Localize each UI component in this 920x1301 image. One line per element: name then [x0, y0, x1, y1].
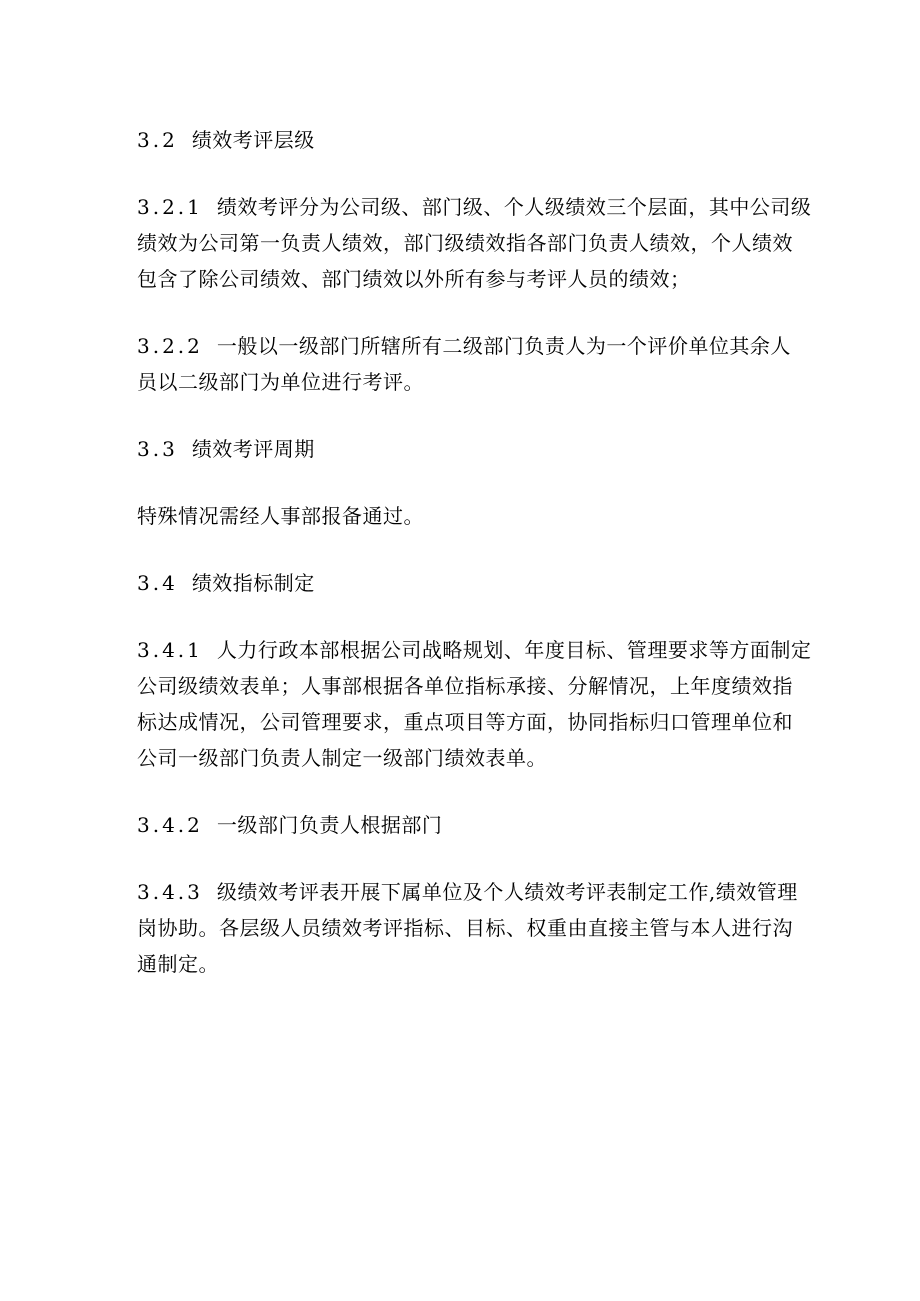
line-text: 一般以一级部门所辖所有二级部门负责人为一个评价单位其余人: [216, 334, 791, 358]
text-line: [137, 946, 797, 982]
line-text: 绩效考评分为公司级、部门级、个人级绩效三个层面，其中公司级: [216, 195, 812, 219]
paragraph-p321: [137, 189, 812, 297]
section-number: 3.2.1: [137, 195, 203, 219]
section-number: 3.2: [137, 128, 178, 152]
text-line: [137, 910, 797, 946]
paragraph-p33a: [137, 498, 797, 534]
paragraph-p341: [137, 632, 812, 776]
text-line: [137, 122, 797, 158]
text-line: [137, 328, 797, 364]
line-text: 级绩效考评表开展下属单位及个人绩效考评表制定工作,绩效管理: [216, 880, 798, 904]
text-line: [137, 740, 797, 776]
text-line: [137, 668, 797, 704]
text-line: [137, 632, 812, 668]
line-text: 岗协助。各层级人员绩效考评指标、目标、权重由直接主管与本人进行沟: [137, 916, 793, 940]
text-line: [137, 807, 797, 843]
section-number: 3.4.3: [137, 880, 203, 904]
line-text: 人力行政本部根据公司战略规划、年度目标、管理要求等方面制定: [216, 638, 812, 662]
line-text: 绩效为公司第一负责人绩效，部门级绩效指各部门负责人绩效，个人绩效: [137, 231, 793, 255]
section-number: 3.3: [137, 437, 178, 461]
paragraph-p342: [137, 807, 797, 843]
text-line: [137, 498, 797, 534]
line-text: 一级部门负责人根据部门: [216, 813, 443, 837]
line-text: 通制定。: [137, 952, 219, 976]
text-line: [137, 225, 797, 261]
line-text: 员以二级部门为单位进行考评。: [137, 370, 424, 394]
text-line: [137, 565, 797, 601]
line-text: 公司一级部门负责人制定一级部门绩效表单。: [137, 746, 547, 770]
paragraph-p322: [137, 328, 797, 400]
text-line: [137, 431, 797, 467]
line-text: 绩效考评层级: [191, 128, 315, 152]
paragraph-h33: [137, 431, 797, 467]
section-number: 3.4.1: [137, 638, 203, 662]
paragraph-p343: [137, 874, 797, 982]
text-line: [137, 189, 812, 225]
section-number: 3.2.2: [137, 334, 203, 358]
text-line: [137, 261, 797, 297]
text-line: [137, 364, 797, 400]
paragraph-h32: [137, 122, 797, 158]
section-number: 3.4.2: [137, 813, 203, 837]
section-number: 3.4: [137, 571, 178, 595]
line-text: 绩效指标制定: [191, 571, 315, 595]
paragraph-h34: [137, 565, 797, 601]
text-line: [137, 704, 797, 740]
document-body: [137, 122, 812, 1013]
line-text: 特殊情况需经人事部报备通过。: [137, 504, 424, 528]
line-text: 包含了除公司绩效、部门绩效以外所有参与考评人员的绩效；: [137, 267, 691, 291]
line-text: 绩效考评周期: [191, 437, 315, 461]
text-line: [137, 874, 797, 910]
line-text: 公司级绩效表单；人事部根据各单位指标承接、分解情况，上年度绩效指: [137, 674, 793, 698]
line-text: 标达成情况，公司管理要求，重点项目等方面，协同指标归口管理单位和: [137, 710, 793, 734]
